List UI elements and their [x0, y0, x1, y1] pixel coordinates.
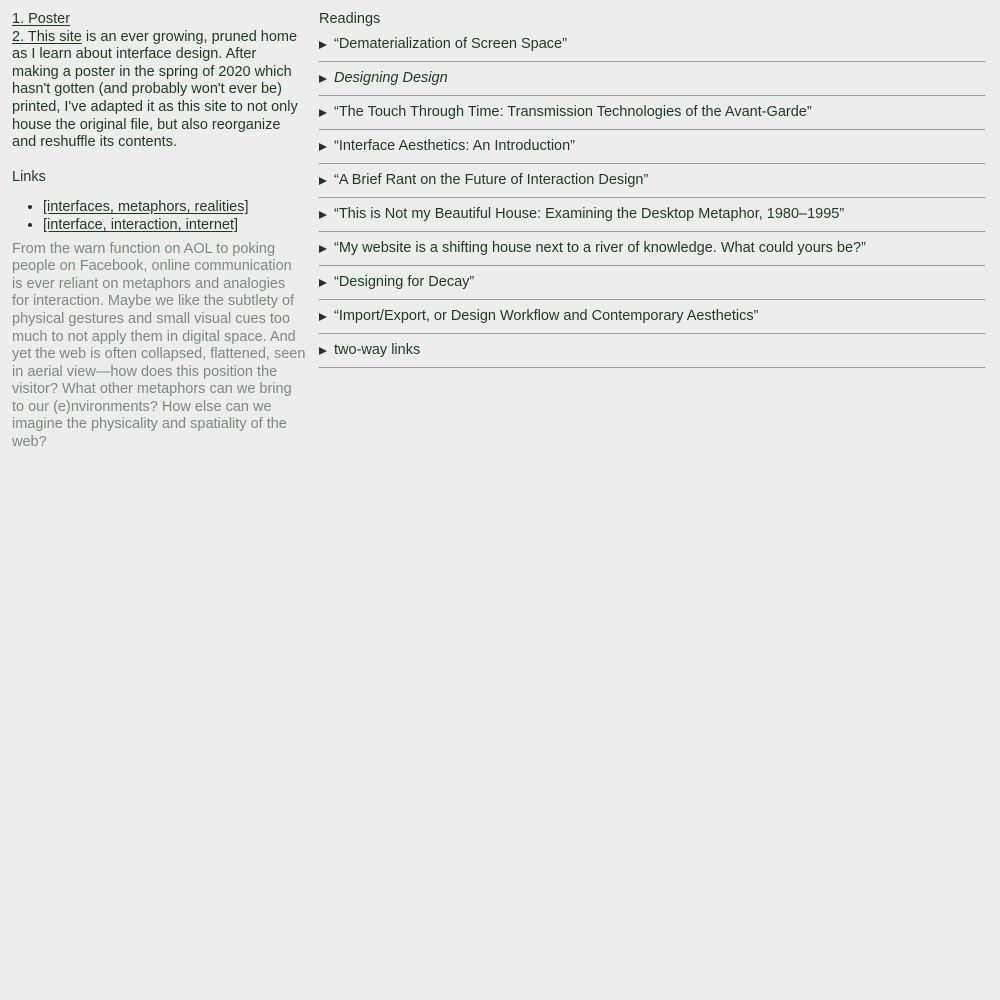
disclosure-triangle-icon — [319, 41, 327, 49]
reading-title: “My website is a shifting house next to a river of knowledge. What could yours be?” — [334, 239, 866, 256]
right-column — [319, 11, 985, 368]
link-interfaces-metaphors-realities[interactable]: [interfaces, metaphors, realities] — [43, 199, 249, 216]
reading-item[interactable] — [319, 164, 985, 198]
reading-title: “Designing for Decay” — [334, 273, 475, 290]
reading-item[interactable] — [319, 96, 985, 130]
disclosure-triangle-icon — [319, 177, 327, 185]
disclosure-triangle-icon — [319, 279, 327, 287]
link-interface-interaction-internet[interactable]: [interface, interaction, internet] — [43, 216, 239, 233]
intro-paragraph — [12, 29, 306, 152]
reading-item[interactable] — [319, 334, 985, 368]
reading-item[interactable] — [319, 130, 985, 164]
disclosure-triangle-icon — [319, 347, 327, 355]
list-item — [43, 217, 306, 235]
reading-title: “Interface Aesthetics: An Introduction” — [334, 137, 575, 154]
readings-heading: Readings — [319, 11, 381, 27]
nav-this-site-link[interactable]: 2. This site — [12, 28, 82, 45]
reading-title: Designing Design — [334, 69, 448, 86]
reading-item[interactable] — [319, 266, 985, 300]
links-list — [12, 199, 306, 234]
links-heading: Links — [12, 168, 46, 185]
list-item — [43, 199, 306, 217]
reading-item[interactable] — [319, 300, 985, 334]
reading-title: “Dematerialization of Screen Space” — [334, 36, 567, 53]
intro-text: is an ever growing, pruned home as I learn about interface design. After making a poster in the spring of 2020 which hasn't gotten (and probably won't ever be) printed, I've adapted it as this site to not only house the original file, but also reorganize and reshuffle its contents. — [12, 28, 298, 151]
reading-item[interactable] — [319, 29, 985, 62]
disclosure-triangle-icon — [319, 245, 327, 253]
reading-title: “This is Not my Beautiful House: Examining the Desktop Metaphor, 1980–1995” — [334, 205, 845, 222]
disclosure-triangle-icon — [319, 313, 327, 321]
disclosure-triangle-icon — [319, 75, 327, 83]
disclosure-triangle-icon — [319, 143, 327, 151]
musing-paragraph: From the warn function on AOL to poking people on Facebook, online communication is ever reliant on metaphors and analogies for interaction. Maybe we like the subtlety of physical gestures and small visual cues too much to not apply them in digital space. And yet the web is often collapsed, flattened, seen in aerial view—how does this position the visitor? What other metaphors can we bring to our (e)nvironments? How else can we imagine the physicality and spatiality of the web? — [12, 240, 306, 451]
reading-title: “The Touch Through Time: Transmission Technologies of the Avant-Garde” — [334, 103, 812, 120]
disclosure-triangle-icon — [319, 109, 327, 117]
reading-title: “Import/Export, or Design Workflow and Contemporary Aesthetics” — [334, 307, 759, 324]
left-column — [12, 11, 306, 452]
reading-item[interactable] — [319, 62, 985, 96]
nav-poster-link[interactable]: 1. Poster — [12, 11, 71, 27]
reading-title: “A Brief Rant on the Future of Interaction Design” — [334, 171, 649, 188]
disclosure-triangle-icon — [319, 211, 327, 219]
reading-title: two-way links — [334, 341, 421, 358]
reading-item[interactable] — [319, 198, 985, 232]
reading-item[interactable] — [319, 232, 985, 266]
